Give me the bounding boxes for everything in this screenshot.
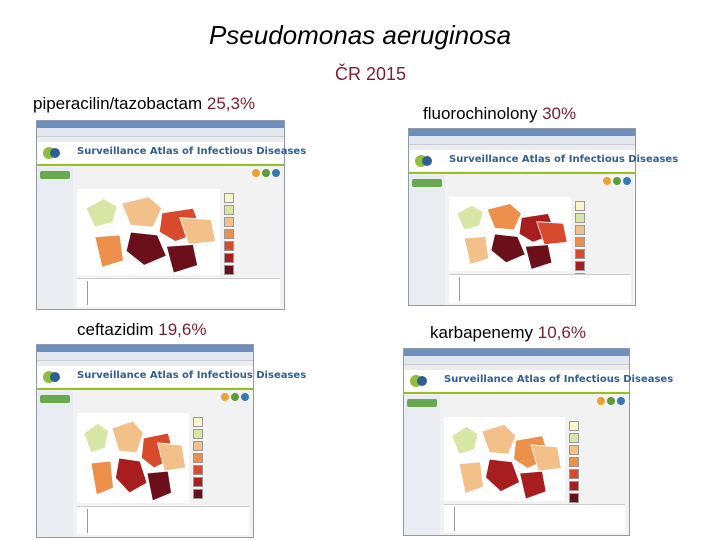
- legend-swatch: [193, 441, 203, 451]
- legend-swatch: [193, 477, 203, 487]
- atlas-header: [37, 142, 307, 166]
- legend-swatch: [575, 201, 585, 211]
- legend-entry: [224, 229, 280, 239]
- legend-swatch: [569, 481, 579, 491]
- legend-entry: [224, 265, 280, 275]
- atlas-header: [404, 370, 674, 394]
- slide-subtitle: ČR 2015: [335, 64, 407, 84]
- legend-swatch: [575, 225, 585, 235]
- legend-swatch: [569, 433, 579, 443]
- legend-entry: [193, 429, 249, 439]
- resistance-value: 10,6%: [537, 323, 586, 342]
- legend-swatch: [569, 445, 579, 455]
- legend-entry: [193, 477, 249, 487]
- ecdc-logo-icon: [41, 145, 63, 161]
- toolbar-icons: [189, 393, 249, 402]
- legend-entry: [575, 201, 631, 211]
- ecdc-logo-icon: [41, 369, 63, 385]
- drug-name: fluorochinolony: [423, 104, 538, 123]
- help-icon[interactable]: [623, 177, 631, 185]
- ecdc-logo-icon: [413, 153, 435, 169]
- legend-swatch: [569, 457, 579, 467]
- europe-map[interactable]: [449, 197, 571, 271]
- choose-button[interactable]: [40, 171, 70, 179]
- atlas-screenshot-2: [408, 128, 679, 306]
- bar-chart-area: [444, 504, 625, 533]
- legend-swatch: [193, 429, 203, 439]
- atlas-screenshot-4: [403, 348, 674, 536]
- atlas-screenshot-3: [36, 344, 307, 538]
- slide-title: Pseudomonas aeruginosa: [208, 20, 512, 50]
- legend-swatch: [575, 249, 585, 259]
- legend-entry: [224, 205, 280, 215]
- export-icon[interactable]: [597, 397, 605, 405]
- bar-chart-area: [77, 506, 249, 535]
- browser-tabs: [409, 136, 635, 145]
- legend-swatch: [224, 193, 234, 203]
- map-legend: [575, 201, 631, 285]
- legend-swatch: [569, 469, 579, 479]
- chart-axis: [87, 281, 88, 305]
- legend-swatch: [193, 489, 203, 499]
- bar-chart-area: [77, 278, 280, 307]
- legend-entry: [193, 453, 249, 463]
- atlas-title: Surveillance Atlas of Infectious Diseases: [77, 370, 307, 381]
- legend-entry: [224, 193, 280, 203]
- bar-chart-area: [449, 274, 631, 303]
- europe-map[interactable]: [77, 189, 220, 275]
- drug-name: ceftazidim: [77, 320, 154, 339]
- choose-button[interactable]: [407, 399, 437, 407]
- label-panel-3: [77, 320, 206, 340]
- label-panel-2: [423, 104, 576, 124]
- legend-swatch: [224, 229, 234, 239]
- export-icon[interactable]: [252, 169, 260, 177]
- map-legend: [193, 417, 249, 501]
- atlas-header: [37, 366, 307, 390]
- toolbar-icons: [571, 177, 631, 186]
- legend-entry: [224, 217, 280, 227]
- legend-entry: [193, 441, 249, 451]
- legend-entry: [569, 481, 625, 491]
- legend-swatch: [193, 453, 203, 463]
- resistance-value: 30%: [542, 104, 577, 123]
- legend-entry: [575, 261, 631, 271]
- info-icon[interactable]: [613, 177, 621, 185]
- legend-swatch: [193, 417, 203, 427]
- label-panel-1: [33, 94, 255, 114]
- choose-button[interactable]: [412, 179, 442, 187]
- browser-titlebar: [37, 345, 253, 352]
- legend-entry: [575, 225, 631, 235]
- europe-map[interactable]: [444, 417, 565, 501]
- legend-swatch: [224, 265, 234, 275]
- label-panel-4: [430, 323, 586, 343]
- sidebar: [37, 391, 73, 537]
- atlas-title: Surveillance Atlas of Infectious Diseases: [77, 146, 307, 157]
- browser-titlebar: [404, 349, 629, 356]
- legend-swatch: [575, 261, 585, 271]
- legend-entry: [569, 445, 625, 455]
- toolbar-icons: [220, 169, 280, 178]
- info-icon[interactable]: [231, 393, 239, 401]
- legend-swatch: [224, 205, 234, 215]
- atlas-screenshot-1: [36, 120, 307, 310]
- legend-entry: [193, 465, 249, 475]
- help-icon[interactable]: [272, 169, 280, 177]
- legend-entry: [224, 253, 280, 263]
- legend-swatch: [575, 237, 585, 247]
- europe-map[interactable]: [77, 413, 189, 503]
- legend-swatch: [224, 217, 234, 227]
- legend-entry: [569, 421, 625, 431]
- info-icon[interactable]: [262, 169, 270, 177]
- chart-axis: [454, 507, 455, 531]
- legend-swatch: [575, 213, 585, 223]
- legend-swatch: [224, 241, 234, 251]
- resistance-value: 19,6%: [158, 320, 207, 339]
- legend-entry: [569, 433, 625, 443]
- browser-tabs: [404, 356, 629, 365]
- ecdc-logo-icon: [408, 373, 430, 389]
- drug-name: karbapenemy: [430, 323, 534, 342]
- sidebar: [409, 175, 445, 305]
- chart-axis: [87, 509, 88, 533]
- sidebar: [37, 167, 73, 309]
- legend-entry: [575, 237, 631, 247]
- legend-entry: [193, 417, 249, 427]
- legend-swatch: [569, 493, 579, 503]
- toolbar-icons: [565, 397, 625, 406]
- legend-entry: [224, 241, 280, 251]
- help-icon[interactable]: [617, 397, 625, 405]
- legend-entry: [575, 249, 631, 259]
- legend-swatch: [193, 465, 203, 475]
- atlas-header: [409, 150, 679, 174]
- map-legend: [224, 193, 280, 277]
- legend-swatch: [224, 253, 234, 263]
- choose-button[interactable]: [40, 395, 70, 403]
- map-legend: [569, 421, 625, 505]
- legend-entry: [569, 493, 625, 503]
- atlas-title: Surveillance Atlas of Infectious Diseases: [449, 154, 679, 165]
- atlas-title: Surveillance Atlas of Infectious Diseases: [444, 374, 674, 385]
- legend-entry: [569, 457, 625, 467]
- chart-axis: [459, 277, 460, 301]
- browser-titlebar: [37, 121, 284, 128]
- browser-tabs: [37, 128, 284, 137]
- help-icon[interactable]: [241, 393, 249, 401]
- export-icon[interactable]: [221, 393, 229, 401]
- browser-tabs: [37, 352, 253, 361]
- legend-entry: [575, 213, 631, 223]
- info-icon[interactable]: [607, 397, 615, 405]
- legend-entry: [193, 489, 249, 499]
- legend-swatch: [569, 421, 579, 431]
- browser-titlebar: [409, 129, 635, 136]
- legend-entry: [569, 469, 625, 479]
- sidebar: [404, 395, 440, 535]
- export-icon[interactable]: [603, 177, 611, 185]
- resistance-value: 25,3%: [206, 94, 256, 113]
- drug-name: piperacilin/tazobactam: [33, 94, 203, 113]
